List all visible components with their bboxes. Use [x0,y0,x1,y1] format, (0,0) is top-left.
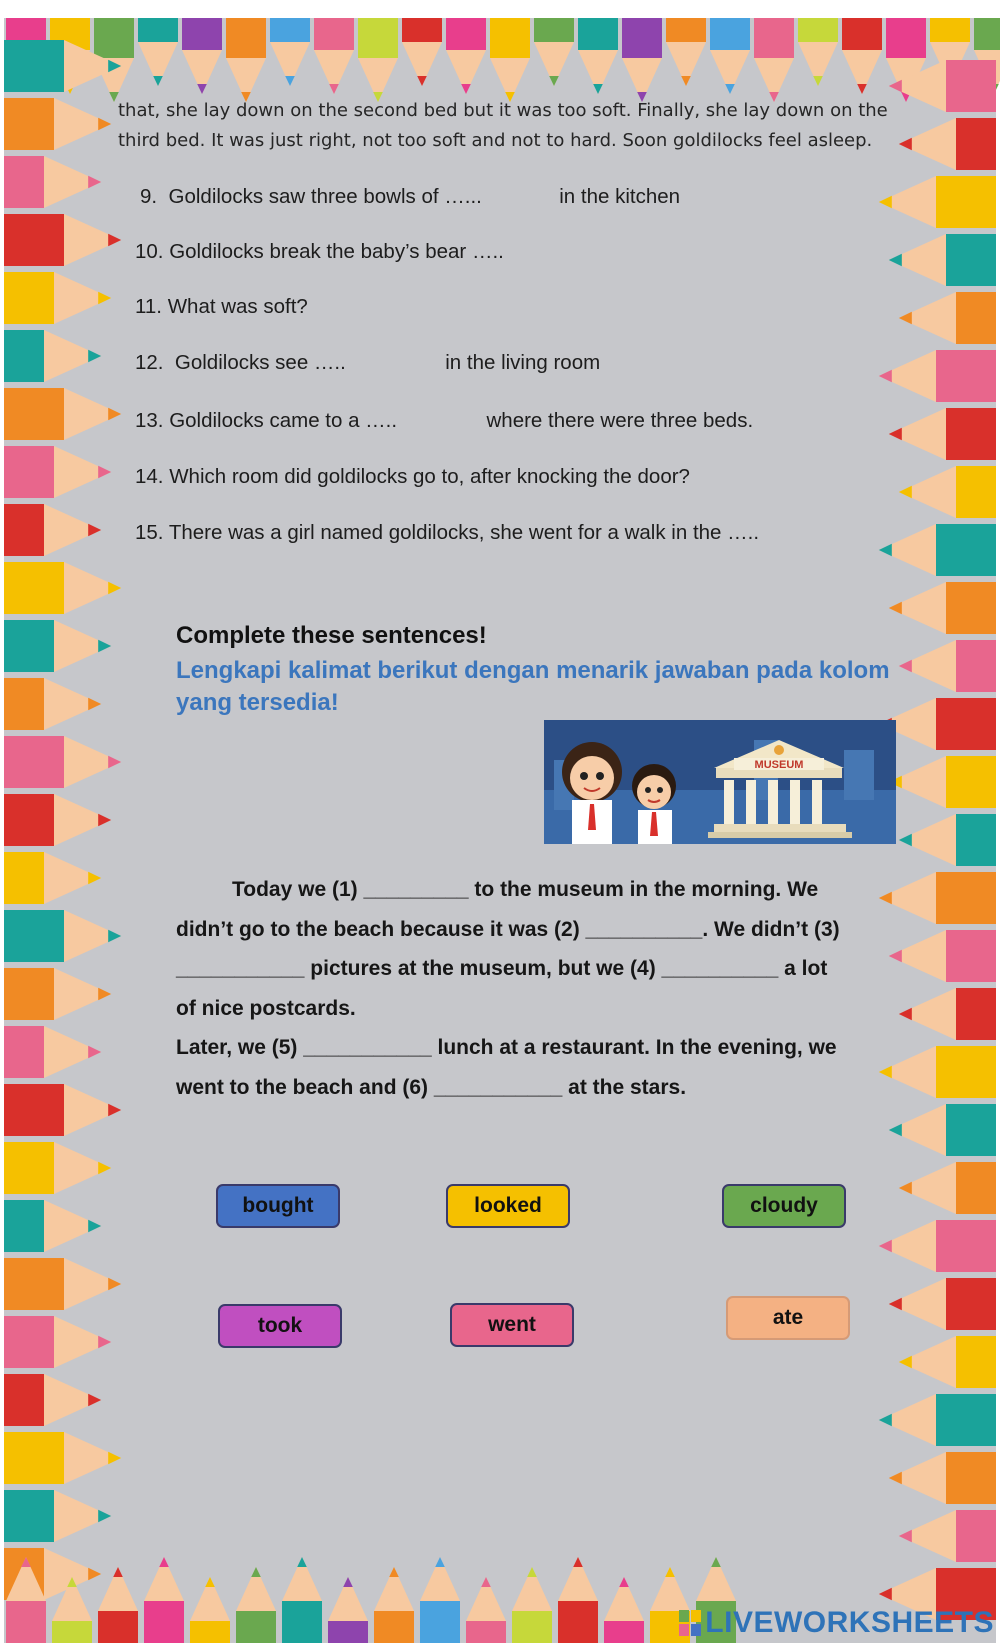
pencil-decoration [879,350,996,402]
pencil-decoration [4,1142,111,1194]
pencil-decoration [446,18,486,94]
pencil-decoration [4,1432,121,1484]
word-option-ate[interactable]: ate [726,1296,850,1340]
pencil-decoration [899,640,996,692]
pencil-decoration [4,1026,101,1078]
word-option-bought[interactable]: bought [216,1184,340,1228]
question-15 [135,521,759,545]
pencil-decoration [190,1577,230,1643]
word-option-looked[interactable]: looked [446,1184,570,1228]
passage-line-3: ___________ pictures at the museum, but we (4) __________ a lot [176,957,828,980]
pencil-decoration [899,814,996,866]
pencil-decoration [4,1258,121,1310]
story-line-2: third bed. It was just right, not too soft and not to hard. Soon goldilocks feel asleep. [118,130,873,151]
pencil-decoration [879,1394,996,1446]
question-9 [140,185,680,209]
question-number: 15. [135,521,164,544]
passage-line-1: Today we (1) _________ to the museum in the morning. We [232,878,819,901]
pencil-decoration [889,1278,996,1330]
pencil-decoration [4,272,111,324]
pencil-decoration [899,988,996,1040]
pencil-decoration [138,18,178,86]
word-option-took[interactable]: took [218,1304,342,1348]
pencil-decoration [374,1567,414,1643]
pencil-decoration [899,466,996,518]
pencil-decoration [282,1557,322,1643]
fill-in-passage [176,870,906,1107]
museum-sign: MUSEUM [754,759,804,771]
pencil-decoration [4,562,121,614]
pencil-decoration [4,330,101,382]
pencil-decoration [879,524,996,576]
question-number: 14. [135,465,164,488]
pencil-decoration [622,18,662,102]
pencil-decoration [604,1577,644,1643]
pencil-decoration [314,18,354,94]
pencil-decoration [879,698,996,750]
passage-line-6: went to the beach and (6) ___________ at the stars. [176,1075,687,1099]
pencil-decoration [182,18,222,94]
pencil-decoration [4,1200,101,1252]
pencil-decoration [798,18,838,86]
pencil-decoration [328,1577,368,1643]
pencil-decoration [899,1510,996,1562]
pencil-decoration [270,18,310,86]
pencil-decoration [4,620,111,672]
pencil-decoration [4,1084,121,1136]
brand-name: LIVEWORKSHEETS [705,1606,994,1639]
question-text: Goldilocks see ….. [174,351,346,374]
pencil-decoration [98,1567,138,1643]
question-10 [135,240,504,264]
story-text [118,96,918,156]
pencil-decoration [889,408,996,460]
pencil-decoration [879,176,996,228]
question-text: Goldilocks came to a ….. [169,409,398,432]
question-text-after: in the living room [445,351,601,374]
pencil-decoration [358,18,398,102]
pencil-decoration [4,794,111,846]
pencil-decoration [4,214,121,266]
pencil-decoration [420,1557,460,1643]
question-text-after: in the kitchen [559,185,681,208]
pencil-decoration [558,1557,598,1643]
pencil-decoration [754,18,794,102]
question-11 [135,295,308,319]
question-number: 13. [135,409,164,432]
pencil-decoration [889,1104,996,1156]
pencil-decoration [842,18,882,94]
pencil-decoration [4,1490,111,1542]
question-text: Goldilocks saw three bowls of …... [168,185,482,208]
section-instruction: Lengkapi kalimat berikut dengan menarik jawaban pada kolom yang tersedia! [176,657,890,716]
pencil-decoration [4,736,121,788]
question-number: 12. [135,351,164,374]
pencil-decoration [466,1577,506,1643]
question-14 [135,465,690,489]
passage-line-4: of nice postcards. [176,996,356,1020]
pencil-decoration [490,18,530,102]
pencil-decoration [4,156,101,208]
passage-line-2: didn’t go to the beach because it was (2) __________. We didn’t (3) [176,917,840,941]
passage-line-5: Later, we (5) ___________ lunch at a restaurant. In the evening, we [176,1036,837,1059]
pencil-decoration [226,18,266,102]
pencil-decoration [4,98,111,150]
pencil-decoration [889,234,996,286]
pencil-decoration [4,1316,111,1368]
pencil-decoration [899,1162,996,1214]
pencil-decoration [889,756,996,808]
question-text: What was soft? [167,295,308,318]
question-12 [135,351,600,375]
question-number: 11. [135,295,162,318]
pencil-decoration [4,852,101,904]
pencil-decoration [899,292,996,344]
pencil-decoration [4,1374,101,1426]
section-title: Complete these sentences! [176,622,487,649]
pencil-decoration [899,1336,996,1388]
pencil-decoration [666,18,706,86]
pencil-decoration [534,18,574,86]
pencil-decoration [710,18,750,94]
pencil-decoration [236,1567,276,1643]
pencil-decoration [4,910,121,962]
question-text: Which room did goldilocks go to, after knocking the door? [169,465,690,488]
question-number: 9. [140,185,158,208]
pencil-decoration [889,1452,996,1504]
pencil-decoration [402,18,442,86]
story-line-1: that, she lay down on the second bed but it was too soft. Finally, she lay down on the [118,100,888,121]
liveworksheets-logo-icon [679,1610,701,1636]
question-text: Goldilocks break the baby’s bear ….. [169,240,504,263]
liveworksheets-logo[interactable] [679,1605,994,1641]
word-option-went[interactable]: went [450,1303,574,1347]
pencil-decoration [144,1557,184,1643]
question-13 [135,409,753,433]
question-number: 10. [135,240,164,263]
question-text-after: where there were three beds. [486,409,754,432]
pencil-decoration [578,18,618,94]
pencil-decoration [4,968,111,1020]
pencil-decoration [889,582,996,634]
pencil-decoration [4,388,121,440]
pencil-decoration [4,446,111,498]
word-option-cloudy[interactable]: cloudy [722,1184,846,1228]
pencil-decoration [4,504,101,556]
question-text: There was a girl named goldilocks, she went for a walk in the ….. [168,521,760,544]
museum-illustration [544,720,896,844]
pencil-decoration [512,1567,552,1643]
pencil-decoration [4,678,101,730]
pencil-decoration [879,1220,996,1272]
